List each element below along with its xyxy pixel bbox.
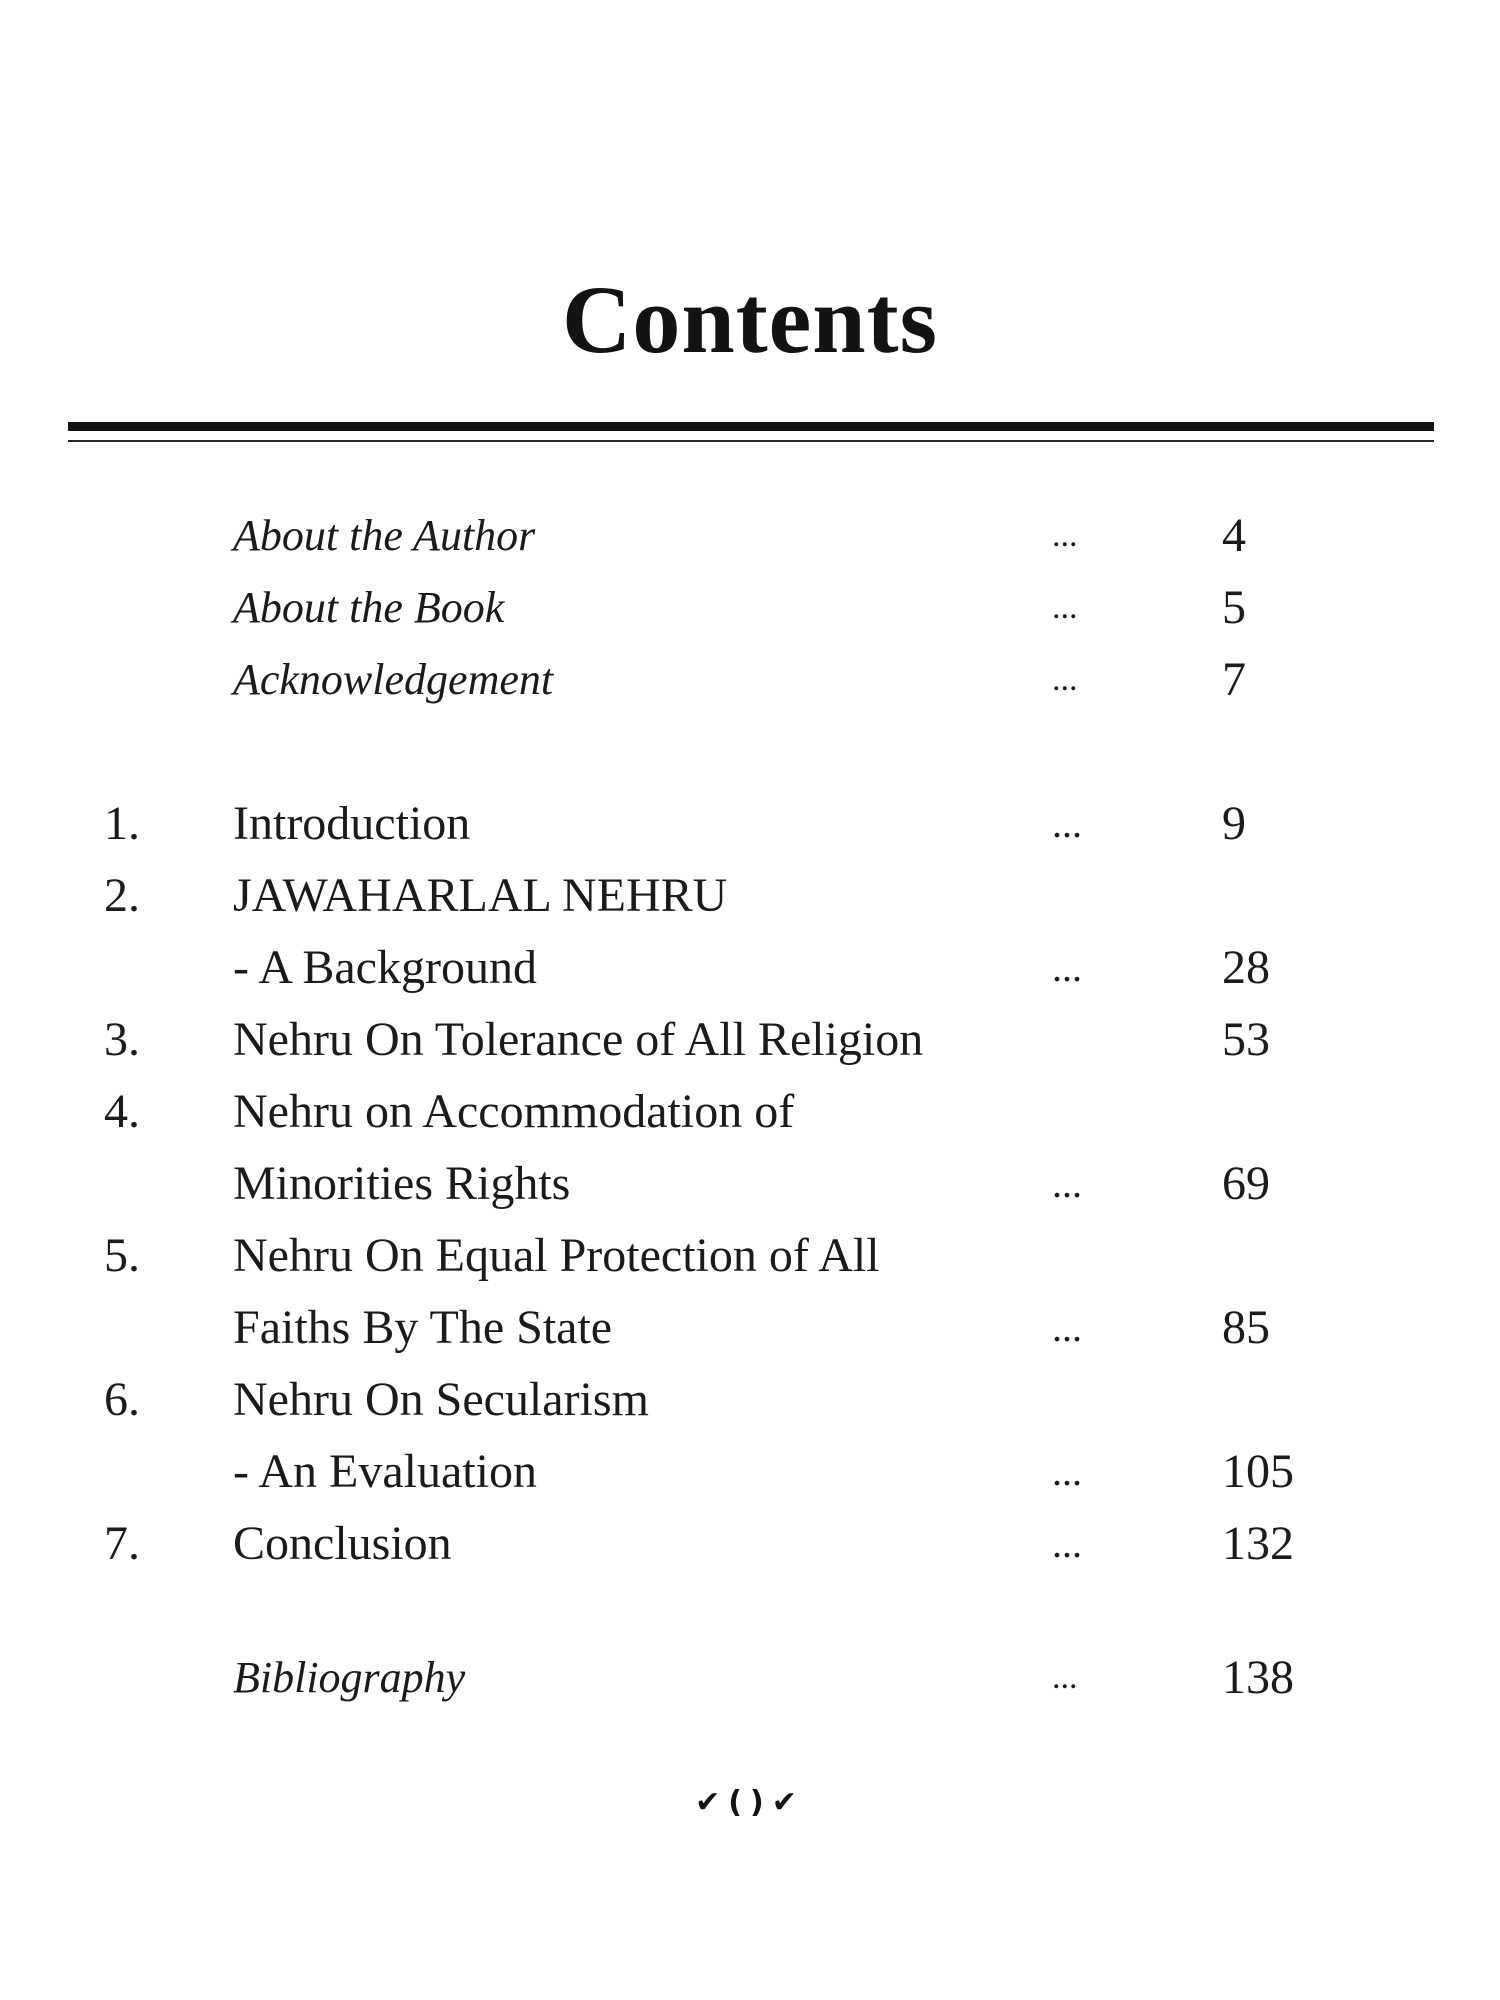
chapter-title: Nehru on Accommodation of	[233, 1085, 795, 1138]
chapter-title: Introduction	[233, 797, 471, 850]
chapter-number: 4.	[104, 1085, 140, 1138]
toc-entry-leader: ...	[1052, 801, 1082, 846]
toc-entry-title: About the Book	[233, 583, 505, 632]
toc-entry-page: 138	[1222, 1651, 1294, 1704]
toc-entry-title: Acknowledgement	[233, 655, 554, 704]
toc-entry-page: 5	[1222, 581, 1246, 634]
toc-entry-leader: ...	[1052, 1449, 1082, 1494]
chapter-page: 69	[1222, 1157, 1270, 1210]
chapter-title: Nehru On Secularism	[233, 1373, 649, 1426]
chapter-title: Conclusion	[233, 1517, 452, 1570]
chapter-number: 6.	[104, 1373, 140, 1426]
toc-entry-leader: ...	[1052, 661, 1078, 698]
chapter-number: 3.	[104, 1013, 140, 1066]
toc-entry-leader: ...	[1052, 1521, 1082, 1566]
chapter-title: Nehru On Equal Protection of All	[233, 1229, 880, 1282]
page-title: Contents	[561, 266, 938, 373]
toc-entry-title: About the Author	[233, 511, 536, 560]
toc-entry-leader: ...	[1052, 517, 1078, 554]
toc-entry-leader: ...	[1052, 1659, 1078, 1696]
chapter-page: 105	[1222, 1445, 1294, 1498]
chapter-number: 5.	[104, 1229, 140, 1282]
chapter-page: 53	[1222, 1013, 1270, 1066]
chapter-title-continued: Minorities Rights	[233, 1157, 571, 1210]
title-rule-thick	[68, 422, 1434, 431]
chapter-title: JAWAHARLAL NEHRU	[233, 869, 728, 922]
chapter-title-continued: Faiths By The State	[233, 1301, 613, 1354]
title-rule-thin	[68, 440, 1434, 442]
chapter-title-continued: - An Evaluation	[233, 1445, 537, 1498]
toc-entry-leader: ...	[1052, 1305, 1082, 1350]
toc-entry-title: Bibliography	[233, 1653, 466, 1702]
toc-entry-leader: ...	[1052, 589, 1078, 626]
chapter-number: 7.	[104, 1517, 140, 1570]
end-ornament: ✔()✔	[695, 1785, 805, 1820]
toc-entry-page: 4	[1222, 509, 1246, 562]
chapter-page: 9	[1222, 797, 1246, 850]
toc-entry-page: 7	[1222, 653, 1246, 706]
chapter-page: 28	[1222, 941, 1270, 994]
chapter-number: 2.	[104, 869, 140, 922]
chapter-title-continued: - A Background	[233, 941, 537, 994]
chapter-number: 1.	[104, 797, 140, 850]
toc-entry-leader: ...	[1052, 1161, 1082, 1206]
chapter-page: 85	[1222, 1301, 1270, 1354]
toc-entry-leader: ...	[1052, 945, 1082, 990]
chapter-title: Nehru On Tolerance of All Religion	[233, 1013, 924, 1066]
chapter-page: 132	[1222, 1517, 1294, 1570]
